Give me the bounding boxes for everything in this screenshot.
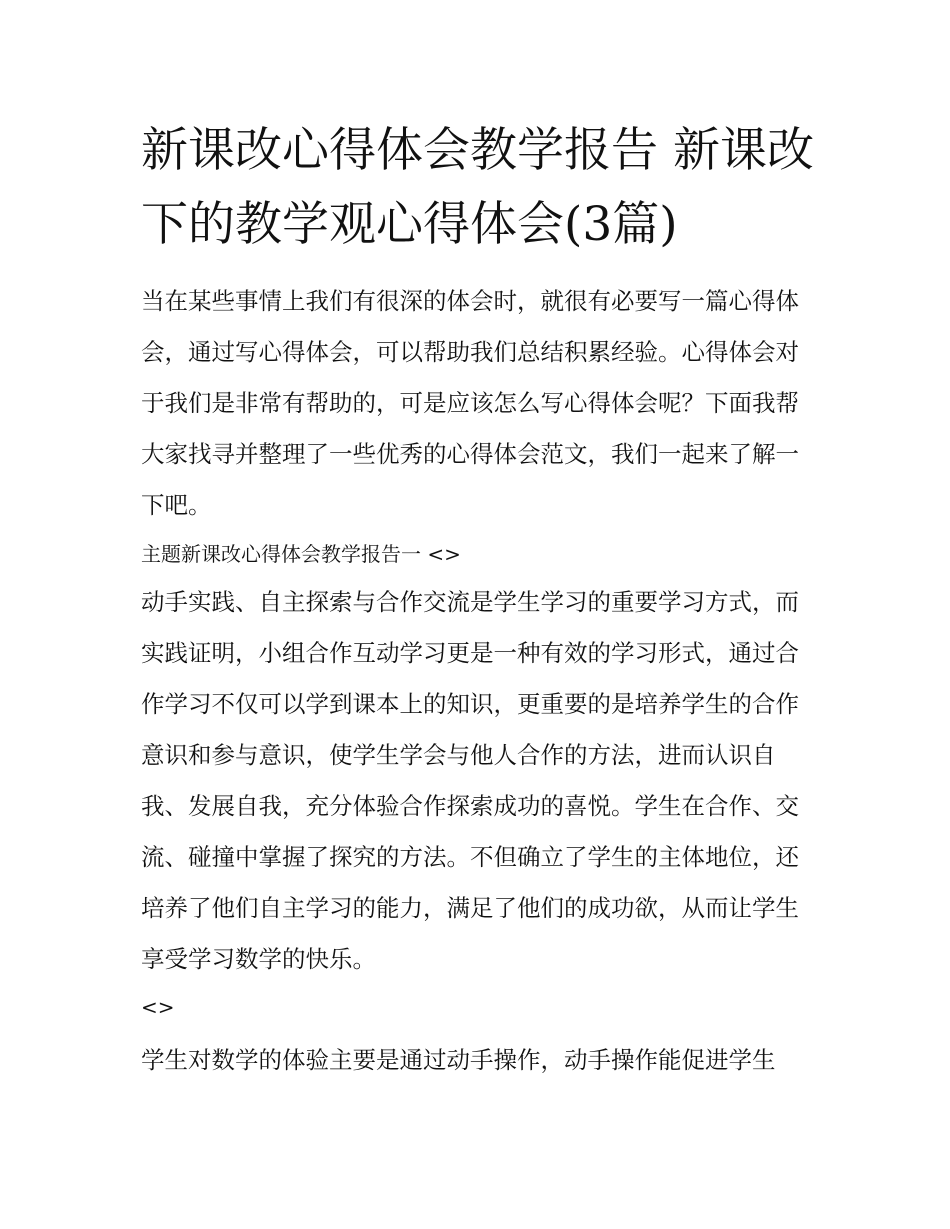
- intro-paragraph: 当在某些事情上我们有很深的体会时，就很有必要写一篇心得体会，通过写心得体会，可以帮助我们总结积累经验。心得体会对于我们是非常有帮助的，可是应该怎么写心得体会呢？下面我帮大家找寻并整理了一些优秀的心得体会范文，我们一起来了解一下吧。: [141, 287, 799, 519]
- last-paragraph: 学生对数学的体验主要是通过动手操作，动手操作能促进学生: [141, 1046, 776, 1074]
- section-marker: <>: [141, 995, 175, 1019]
- document-title: 新课改心得体会教学报告 新课改下的教学观心得体会(3篇): [141, 123, 814, 252]
- document-content: [141, 114, 816, 1086]
- body-paragraph: 动手实践、自主探索与合作交流是学生学习的重要学习方式，而实践证明，小组合作互动学习更是一种有效的学习形式，通过合作学习不仅可以学到课本上的知识，更重要的是培养学生的合作意识和参与意识，使学生学会与他人合作的方法，进而认识自我、发展自我，充分体验合作探索成功的喜悦。学生在合作、交流、碰撞中掌握了探究的方法。不但确立了学生的主体地位，还培养了他们自主学习的能力，满足了他们的成功欲，从而让学生享受学习数学的快乐。: [141, 588, 799, 973]
- section-heading: 主题新课改心得体会教学报告一 <>: [141, 542, 461, 566]
